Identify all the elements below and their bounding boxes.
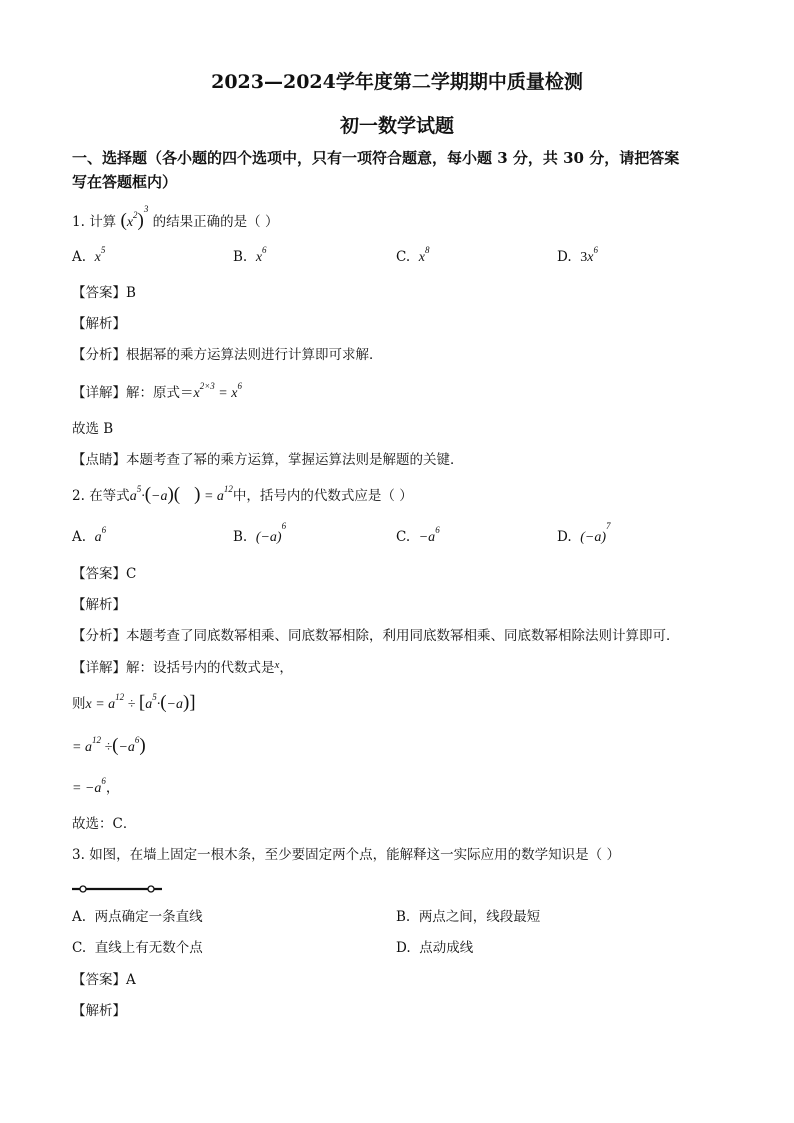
fixed-point-left [80, 886, 86, 892]
exam-title: 2023—2024学年度第二学期期中质量检测 [211, 71, 583, 93]
question-text: 如图，在墙上固定一根木条，至少要固定两个点，能解释这一实际应用的数学知识是（ ） [89, 847, 620, 863]
question-suffix: 的结果正确的是（ ） [152, 214, 279, 230]
section-heading-line1: 一、选择题（各小题的四个选项中，只有一项符合题意，每小题 3 分，共 30 分，请把答案 [72, 149, 680, 167]
q2-step-3: = $-a^6$， [72, 776, 120, 796]
question-prefix: 计算 [89, 214, 117, 230]
q3-option-d: D. 点动成线 [396, 940, 474, 956]
q3-jiexi: 【解析】 [72, 1003, 126, 1019]
q3-option-b: B. 两点之间，线段最短 [396, 909, 541, 925]
section-heading-line2: 写在答题框内） [72, 173, 178, 191]
q2-option-a: A. $a^6$ [72, 525, 107, 545]
q3-answer: 【答案】A [72, 972, 136, 988]
q1-conclusion: 故选 B [72, 421, 114, 437]
q2-jiexi: 【解析】 [72, 597, 126, 613]
question-number: 1. [72, 214, 85, 230]
q2-step-2: = $a^{12} \div(-a^6)$ [72, 735, 146, 756]
q1-dianjing: 【点睛】本题考查了幂的乘方运算，掌握运算法则是解题的关键． [72, 452, 464, 468]
q1-answer: 【答案】B [72, 285, 136, 301]
q1-fenxi: 【分析】根据幂的乘方运算法则进行计算即可求解． [72, 347, 383, 363]
q1-option-a: A. $x^5$ [72, 245, 106, 265]
q3-option-a: A. 两点确定一条直线 [72, 909, 203, 925]
q1-jiexi: 【解析】 [72, 316, 126, 332]
fixed-point-right [148, 886, 154, 892]
q1-option-d: D. $3x^6$ [557, 245, 598, 265]
q2-option-b: B. $(-a)^6$ [233, 521, 287, 545]
q2-option-c: C. $-a^6$ [396, 525, 440, 545]
q2-option-d: D. $(-a)^7$ [557, 521, 611, 545]
q2-answer: 【答案】C [72, 566, 137, 582]
question-number: 3. [72, 847, 85, 863]
question-suffix: 中，括号内的代数式应是（ ） [232, 488, 413, 504]
question-prefix: 在等式 [89, 488, 130, 504]
q2-step-1: 则$x = a^{12} \div [a^5\cdot(-a)]$ [72, 692, 196, 713]
question-2-stem [72, 486, 413, 506]
wooden-stick-figure [72, 880, 162, 900]
exam-subtitle: 初一数学试题 [339, 115, 454, 137]
question-equation: $a^5\cdot(-a)$( ) = $a^{12}$ [129, 484, 233, 505]
q3-option-c: C. 直线上有无数个点 [72, 940, 203, 956]
question-number: 2. [72, 488, 85, 504]
q1-option-c: C. $x^8$ [396, 245, 430, 265]
q1-option-b: B. $x^6$ [233, 245, 267, 265]
question-1-stem [72, 204, 279, 232]
q1-xiangjie: 【详解】解：原式$=x^{2\times 3} = x^6$ [72, 381, 243, 401]
question-expression: $(x^2)^3$ [120, 204, 149, 231]
q2-conclusion: 故选：C． [72, 816, 137, 832]
q2-xiangjie: 【详解】解：设括号内的代数式是$^x$， [72, 659, 293, 676]
question-3-stem [72, 846, 620, 864]
q2-fenxi: 【分析】本题考查了同底数幂相乘、同底数幂相除，利用同底数幂相乘、同底数幂相除法则计算即可． [72, 628, 680, 644]
